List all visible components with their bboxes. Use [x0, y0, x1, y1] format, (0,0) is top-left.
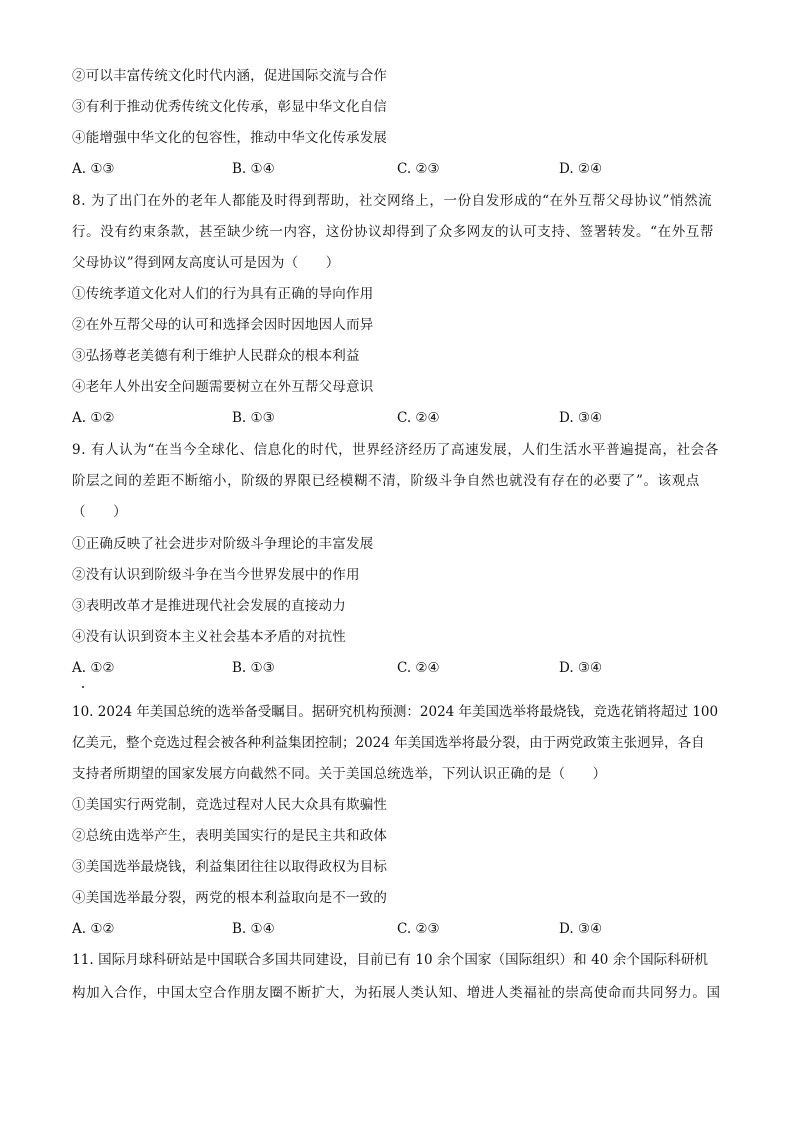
q9-stem-line-1: 9. 有人认为“在当今全球化、信息化的时代，世界经济经历了高速发展，人们生活水平普遍提高，社会各	[72, 442, 719, 458]
q9-stem-line-2: 阶层之间的差距不断缩小，阶级的界限已经模糊不清，阶级斗争自然也就没有存在的必要了”。该观点	[72, 473, 700, 489]
q9-option-a[interactable]: A. ①②	[72, 660, 115, 676]
q10-statement-1: ①美国实行两党制，竞选过程对人民大众具有欺骗性	[72, 797, 388, 813]
q7-statement-3: ③有利于推动优秀传统文化传承，彰显中华文化自信	[72, 99, 388, 115]
q8-statement-3: ③弘扬尊老美德有利于维护人民群众的根本利益	[72, 348, 360, 364]
q8-statement-1: ①传统孝道文化对人们的行为具有正确的导向作用	[72, 286, 374, 302]
q7-option-d[interactable]: D. ②④	[559, 161, 603, 177]
q8-statement-2: ②在外互帮父母的认可和选择会因时因地因人而异	[72, 317, 374, 333]
q7-option-b[interactable]: B. ①④	[232, 161, 275, 177]
q10-option-b[interactable]: B. ①④	[232, 921, 275, 937]
q8-option-b[interactable]: B. ①③	[232, 410, 275, 426]
q8-option-d[interactable]: D. ③④	[559, 410, 603, 426]
q9-statement-4: ④没有认识到资本主义社会基本矛盾的对抗性	[72, 629, 346, 645]
q9-option-b[interactable]: B. ①③	[232, 660, 275, 676]
q8-stem-line-1: 8. 为了出门在外的老年人都能及时得到帮助，社交网络上，一份自发形成的“在外互帮父母协议”悄然流	[72, 193, 713, 209]
q8-statement-4: ④老年人外出安全问题需要树立在外互帮父母意识	[72, 379, 374, 395]
q9-option-d[interactable]: D. ③④	[559, 660, 603, 676]
q10-option-d[interactable]: D. ③④	[559, 921, 603, 937]
q10-stem-line-2: 亿美元，整个竞选过程会被各种利益集团控制；2024 年美国选举将最分裂，由于两党政策主张迥异，各自	[72, 735, 705, 751]
q7-option-c[interactable]: C. ②③	[397, 161, 440, 177]
q9-stem-line-3: （ ）	[72, 504, 127, 520]
q8-stem-line-3: 父母协议”得到网友高度认可是因为（ ）	[72, 255, 340, 271]
q7-options	[72, 159, 732, 179]
q9-options	[72, 658, 732, 678]
q10-options	[72, 919, 732, 939]
q10-option-c[interactable]: C. ②③	[397, 921, 440, 937]
q10-statement-4: ④美国选举最分裂，两党的根本利益取向是不一致的	[72, 890, 388, 906]
q11-stem-line-2: 构加入合作，中国太空合作朋友圈不断扩大，为拓展人类认知、增进人类福祉的崇高使命而共同努力。国	[72, 985, 721, 1001]
q8-stem-line-2: 行。没有约束条款，甚至缺少统一内容，这份协议却得到了众多网友的认可支持、签署转发。“在外互帮	[72, 224, 714, 240]
q8-option-a[interactable]: A. ①②	[72, 410, 115, 426]
q9-statement-1: ①正确反映了社会进步对阶级斗争理论的丰富发展	[72, 536, 374, 552]
q11-stem-line-1: 11. 国际月球科研站是中国联合多国共同建设，目前已有 10 余个国家（国际组织）和 40 余个国际科研机	[72, 952, 709, 968]
q7-option-a[interactable]: A. ①③	[72, 161, 115, 177]
q8-options	[72, 408, 732, 428]
q9-statement-3: ③表明改革才是推进现代社会发展的直接动力	[72, 598, 346, 614]
q7-statement-2: ②可以丰富传统文化时代内涵，促进国际交流与合作	[72, 68, 388, 84]
q10-stem-line-3: 支持者所期望的国家发展方向截然不同。关于美国总统选举，下列认识正确的是（ ）	[72, 766, 607, 782]
q9-option-c[interactable]: C. ②④	[397, 660, 440, 676]
q10-option-a[interactable]: A. ①②	[72, 921, 115, 937]
q8-option-c[interactable]: C. ②④	[397, 410, 440, 426]
q7-statement-4: ④能增强中华文化的包容性，推动中华文化传承发展	[72, 130, 388, 146]
q10-statement-2: ②总统由选举产生，表明美国实行的是民主共和政体	[72, 828, 388, 844]
q9-statement-2: ②没有认识到阶级斗争在当今世界发展中的作用	[72, 567, 360, 583]
q10-statement-3: ③美国选举最烧钱，利益集团往往以取得政权为目标	[72, 859, 388, 875]
stray-mark	[82, 686, 84, 688]
q10-stem-line-1: 10. 2024 年美国总统的选举备受瞩目。据研究机构预测：2024 年美国选举将最烧钱，竞选花销将超过 100	[72, 704, 719, 720]
